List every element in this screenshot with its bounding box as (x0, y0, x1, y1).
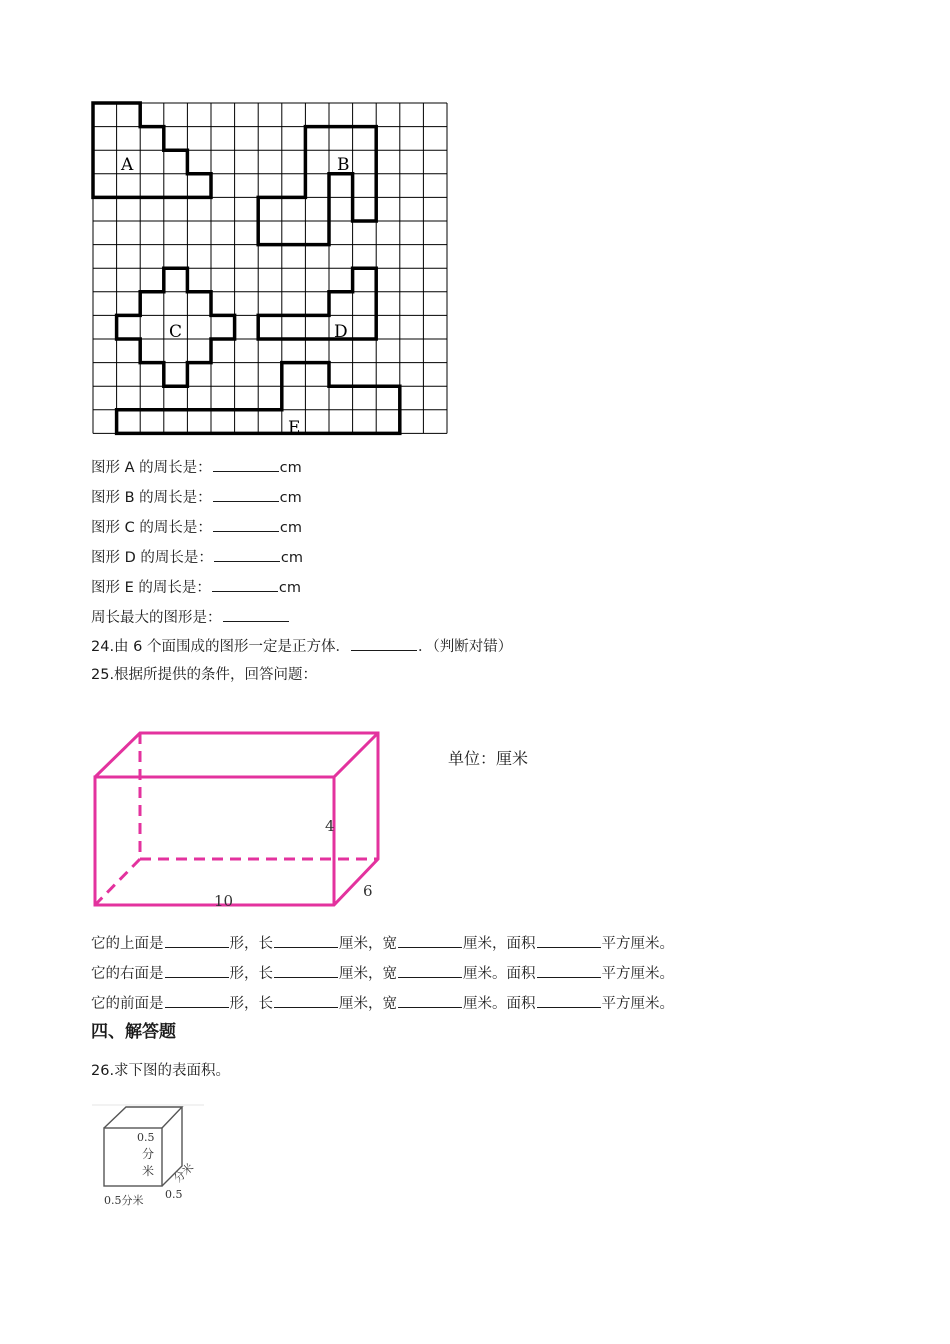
face-question-right: 它的右面是 形，长 厘米，宽 厘米。面积 平方厘米。 (91, 962, 674, 984)
perimeter-e: 图形 E 的周长是： cm (91, 576, 301, 598)
cube-figure (92, 1104, 208, 1210)
answer-blank[interactable] (398, 962, 462, 978)
question-24: 24.由 6 个面围成的图形一定是正方体． ．（判断对错） (91, 635, 512, 657)
answer-blank[interactable] (537, 932, 601, 948)
cube-side-unit: 分米 (171, 1160, 197, 1186)
label-e: E (288, 418, 301, 438)
label-c: C (169, 322, 183, 342)
cuboid-width-label: 6 (363, 882, 373, 900)
section-heading: 四、解答题 (91, 1022, 176, 1042)
label-a: A (121, 155, 134, 175)
cuboid-length-label: 10 (214, 892, 234, 910)
label-d: D (334, 322, 348, 342)
cube-top-face (104, 1107, 182, 1128)
answer-blank[interactable] (223, 606, 289, 622)
answer-blank[interactable] (274, 962, 338, 978)
answer-blank[interactable] (213, 486, 279, 502)
answer-blank[interactable] (537, 962, 601, 978)
grid-lines (93, 103, 447, 433)
answer-blank[interactable] (398, 992, 462, 1008)
answer-blank[interactable] (213, 456, 279, 472)
cube-edge-unit-1: 分 (142, 1147, 155, 1161)
question-25: 25.根据所提供的条件，回答问题： (91, 667, 318, 683)
cube-bottom-label: 0.5分米 (104, 1194, 144, 1207)
perimeter-c: 图形 C 的周长是： cm (91, 516, 302, 538)
cuboid-hidden-depth (95, 859, 140, 905)
answer-blank[interactable] (213, 516, 279, 532)
largest-perimeter: 周长最大的图形是： (91, 606, 290, 628)
unit-label: 单位：厘米 (448, 751, 529, 768)
cube-edge-unit-2: 米 (142, 1164, 155, 1178)
question-26: 26.求下图的表面积。 (91, 1063, 231, 1079)
answer-blank[interactable] (274, 932, 338, 948)
answer-blank[interactable] (212, 576, 278, 592)
label-b: B (337, 155, 350, 175)
shape-d (258, 268, 376, 339)
answer-blank[interactable] (165, 932, 229, 948)
face-question-front: 它的前面是 形，长 厘米，宽 厘米。面积 平方厘米。 (91, 992, 674, 1014)
perimeter-b: 图形 B 的周长是： cm (91, 486, 302, 508)
answer-blank[interactable] (398, 932, 462, 948)
cuboid-height-label: 4 (325, 817, 335, 835)
answer-blank[interactable] (537, 992, 601, 1008)
answer-blank[interactable] (165, 992, 229, 1008)
perimeter-d: 图形 D 的周长是： cm (91, 546, 303, 568)
answer-blank[interactable] (274, 992, 338, 1008)
cuboid-figure (88, 725, 388, 915)
cube-edge-top: 0.5 (137, 1131, 155, 1144)
answer-blank[interactable] (351, 635, 417, 651)
cuboid-solid-edges (95, 733, 378, 905)
cube-side-label: 0.5 (165, 1188, 183, 1201)
perimeter-a: 图形 A 的周长是： cm (91, 456, 302, 478)
shape-b (258, 127, 376, 245)
face-question-top: 它的上面是 形，长 厘米，宽 厘米，面积 平方厘米。 (91, 932, 674, 954)
answer-blank[interactable] (165, 962, 229, 978)
grid-figure (88, 98, 456, 442)
answer-blank[interactable] (214, 546, 280, 562)
